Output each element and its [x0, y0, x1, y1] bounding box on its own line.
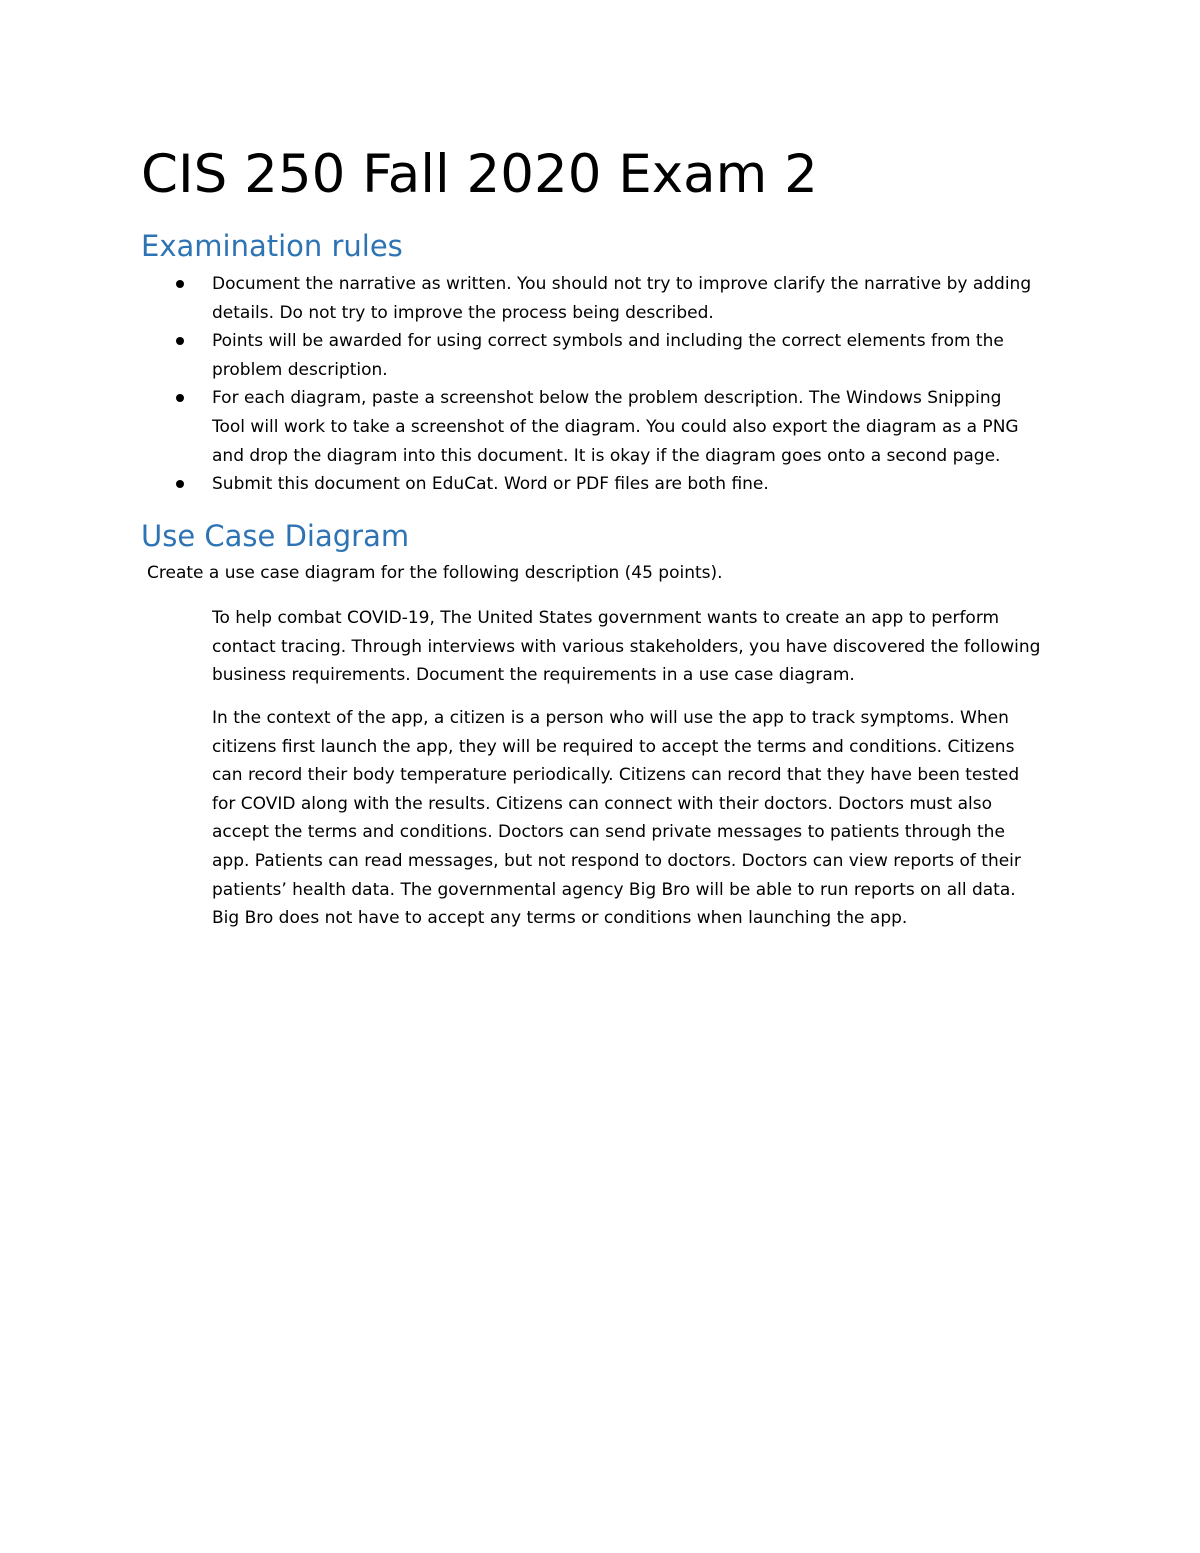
rule-item: [0, 470, 1072, 499]
use-case-diagram-heading: Use Case Diagram: [141, 519, 410, 553]
bullet-icon: [176, 480, 184, 488]
rules-list: [0, 270, 1200, 499]
bullet-icon: [176, 280, 184, 288]
paragraph-line: In the context of the app, a citizen is a person who will use the app to track symptoms. When: [212, 708, 1009, 728]
rule-line: Submit this document on EduCat. Word or PDF files are both fine.: [212, 474, 769, 495]
bullet-icon: [176, 337, 184, 345]
paragraph-line: accept the terms and conditions. Doctors can send private messages to patients through the: [212, 822, 1005, 843]
narrative-paragraph-2: [212, 704, 1072, 933]
bullet-icon: [176, 394, 184, 402]
rule-line: Document the narrative as written. You should not try to improve clarify the narrative by adding: [212, 274, 1032, 294]
rule-line: Tool will work to take a screenshot of the diagram. You could also export the diagram as a PNG: [212, 416, 1019, 437]
rule-line: For each diagram, paste a screenshot below the problem description. The Windows Snipping: [212, 388, 1002, 409]
paragraph-line: for COVID along with the results. Citizens can connect with their doctors. Doctors must also: [212, 793, 992, 814]
rule-item: [0, 384, 1072, 470]
rule-item: [0, 270, 1072, 327]
paragraph-line: can record their body temperature periodically. Citizens can record that they have been tested: [212, 765, 1020, 786]
rule-line: Points will be awarded for using correct symbols and including the correct elements from the: [212, 331, 1004, 352]
paragraph-line: app. Patients can read messages, but not respond to doctors. Doctors can view reports of their: [212, 850, 1021, 871]
paragraph-line: contact tracing. Through interviews with various stakeholders, you have discovered the following: [212, 636, 1041, 657]
paragraph-line: patients’ health data. The governmental agency Big Bro will be able to run reports on all data.: [212, 879, 1016, 900]
paragraph-line: Big Bro does not have to accept any terms or conditions when launching the app.: [212, 908, 908, 929]
rule-line: and drop the diagram into this document. It is okay if the diagram goes onto a second page.: [212, 445, 1001, 466]
narrative-paragraph-1: [212, 604, 1072, 690]
rule-line: problem description.: [212, 359, 388, 380]
use-case-intro: Create a use case diagram for the following description (45 points).: [147, 563, 723, 583]
rule-line: details. Do not try to improve the process being described.: [212, 302, 714, 323]
paragraph-line: citizens first launch the app, they will be required to accept the terms and conditions. Citizens: [212, 736, 1015, 757]
paragraph-line: business requirements. Document the requirements in a use case diagram.: [212, 665, 855, 686]
paragraph-line: To help combat COVID-19, The United States government wants to create an app to perform: [212, 608, 1000, 628]
examination-rules-heading: Examination rules: [141, 229, 403, 263]
rule-item: [0, 327, 1072, 384]
document-title: CIS 250 Fall 2020 Exam 2: [141, 144, 818, 205]
